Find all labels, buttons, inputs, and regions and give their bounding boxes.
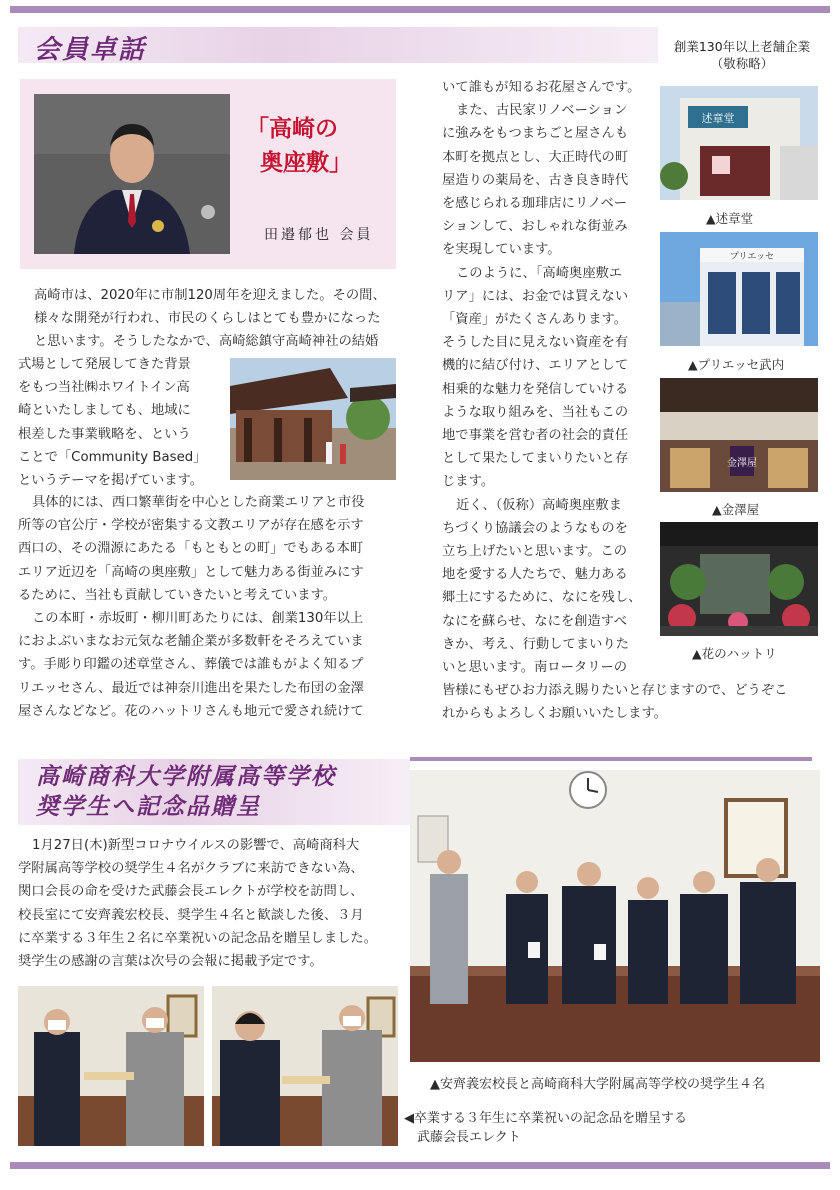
shrine-photo bbox=[230, 358, 396, 480]
closing-text: 皆様にもぜひお力添え賜りたいと存じますので、どうぞこ れからもよろしくお願いいたします。 bbox=[442, 683, 788, 722]
svg-text:プリエッセ: プリエッセ bbox=[729, 252, 775, 262]
section2-body: 1月27日(木)新型コロナウイルスの影響で、高崎商科大 学附属高等学校の奨学生４名がクラブに来訪できない為、 関口会長の命を受けた武藤会長エレクトが学校を訪問し、 校長室にて安齊義宏校長、奨学生４名と歓談した後、３月 に卒業する３年生２名に卒業祝いの記念品を贈呈しました。 奨学生の感謝の言葉は次号の会報に掲載予定です。 bbox=[18, 838, 378, 970]
caption-jutsushodo: ▲述章堂 bbox=[706, 211, 754, 226]
svg-text:述章堂: 述章堂 bbox=[701, 112, 735, 125]
group-photo bbox=[410, 770, 820, 1062]
speaker-photo bbox=[34, 94, 230, 254]
speaker-name: 田邉郁也 会員 bbox=[264, 227, 374, 243]
svg-text:金澤屋: 金澤屋 bbox=[727, 458, 757, 469]
gift-photo-1 bbox=[18, 986, 204, 1146]
caption-kanazawaya: ▲金澤屋 bbox=[712, 502, 760, 517]
left-bottom-text: 具体的には、西口繁華街を中心とした商業エリアと市役 所等の官公庁・学校が密集する文教エリアが存在感を示す 西口の、その淵源にあたる「もともとの町」でもある本町 エリア近辺を「高崎の奥座敷」として魅力ある街並みにす るために、当社も貢献していきたいと考えています。 この本町・赤坂町・柳川町あたりには、創業130年以上 におよぶいまなお元気な老舗企業が多数軒をそろえていま す。手彫り印鑑の述章堂さん、葬儀では誰もがよく知るプ リエッセさん、最近では神奈川進出を果たした布団の金澤 屋さんなどなど。花のハットリさんも地元で愛され続けて bbox=[18, 495, 365, 719]
section1-heading: 会員卓話 bbox=[34, 35, 147, 65]
caption-gift: ◀卒業する３年生に卒業祝いの記念品を贈呈する 武藤会長エレクト bbox=[404, 1111, 687, 1145]
right-column-text: いて誰もが知るお花屋さんです。 また、古民家リノベーション に強みをもつまちごと屋さんも 本町を拠点とし、大正時代の町 屋造りの薬局を、古き良き時代 を感じられる珈琲店にリノベー ションして、おしゃれな街並み を実現しています。 このように、「高崎奥座敷エ リア」には、お金では買えない 「資産」がたくさんあります。 そうした目に見えない資産を有 機的に結び付け、エリアとして 相乗的な魅力を発信していける ような取り組みを、当社もこの 地で事業を営む者の社会的責任 として果たしてまいりたいと存 じます。 近く、（仮称）高崎奥座敷ま ちづくり協議会のようなものを 立ち上げたいと思います。この 地を愛する人たちで、魅力ある 郷土にするために、なにを残し、 なにを蘇らせ、なにを創造すべ きか、考え、行動してまいりた いと思います。南ロータリーの bbox=[442, 80, 642, 676]
kanazawaya-photo bbox=[660, 378, 818, 492]
top-band bbox=[10, 6, 830, 13]
jutsushodo-photo bbox=[660, 86, 818, 200]
caption-priesse: ▲プリエッセ武内 bbox=[688, 357, 785, 372]
left-wrap-text: 式場として発展してきた背景 をもつ当社㈱ホワイトイン高 崎といたしましても、地域に 根差した事業戦略を、という ことで「Community Based」 というテーマを掲げています。 bbox=[18, 357, 207, 489]
caption-group: ▲安齊義宏校長と高崎商科大学附属高等学校の奨学生４名 bbox=[430, 1077, 765, 1092]
left-top-text: 高崎市は、2020年に市制120周年を迎えました。その間、 様々な開発が行われ、市民のくらしはとても豊かになった と思います。そうしたなかで、高崎総鎮守高崎神社の結婚 bbox=[34, 288, 386, 350]
talk-title: 「高崎の 奥座敷」 bbox=[246, 115, 352, 176]
priesse-photo bbox=[660, 232, 818, 346]
caption-hattori: ▲花のハットリ bbox=[692, 646, 777, 661]
section2-band bbox=[410, 757, 812, 761]
bottom-band bbox=[10, 1162, 830, 1169]
section2-heading: 高崎商科大学附属高等学校 奨学生へ記念品贈呈 bbox=[36, 763, 336, 820]
gift-photo-2 bbox=[212, 986, 398, 1146]
hattori-photo bbox=[660, 522, 818, 636]
sidebar-note: 創業130年以上老舗企業 （敬称略） bbox=[673, 39, 811, 71]
